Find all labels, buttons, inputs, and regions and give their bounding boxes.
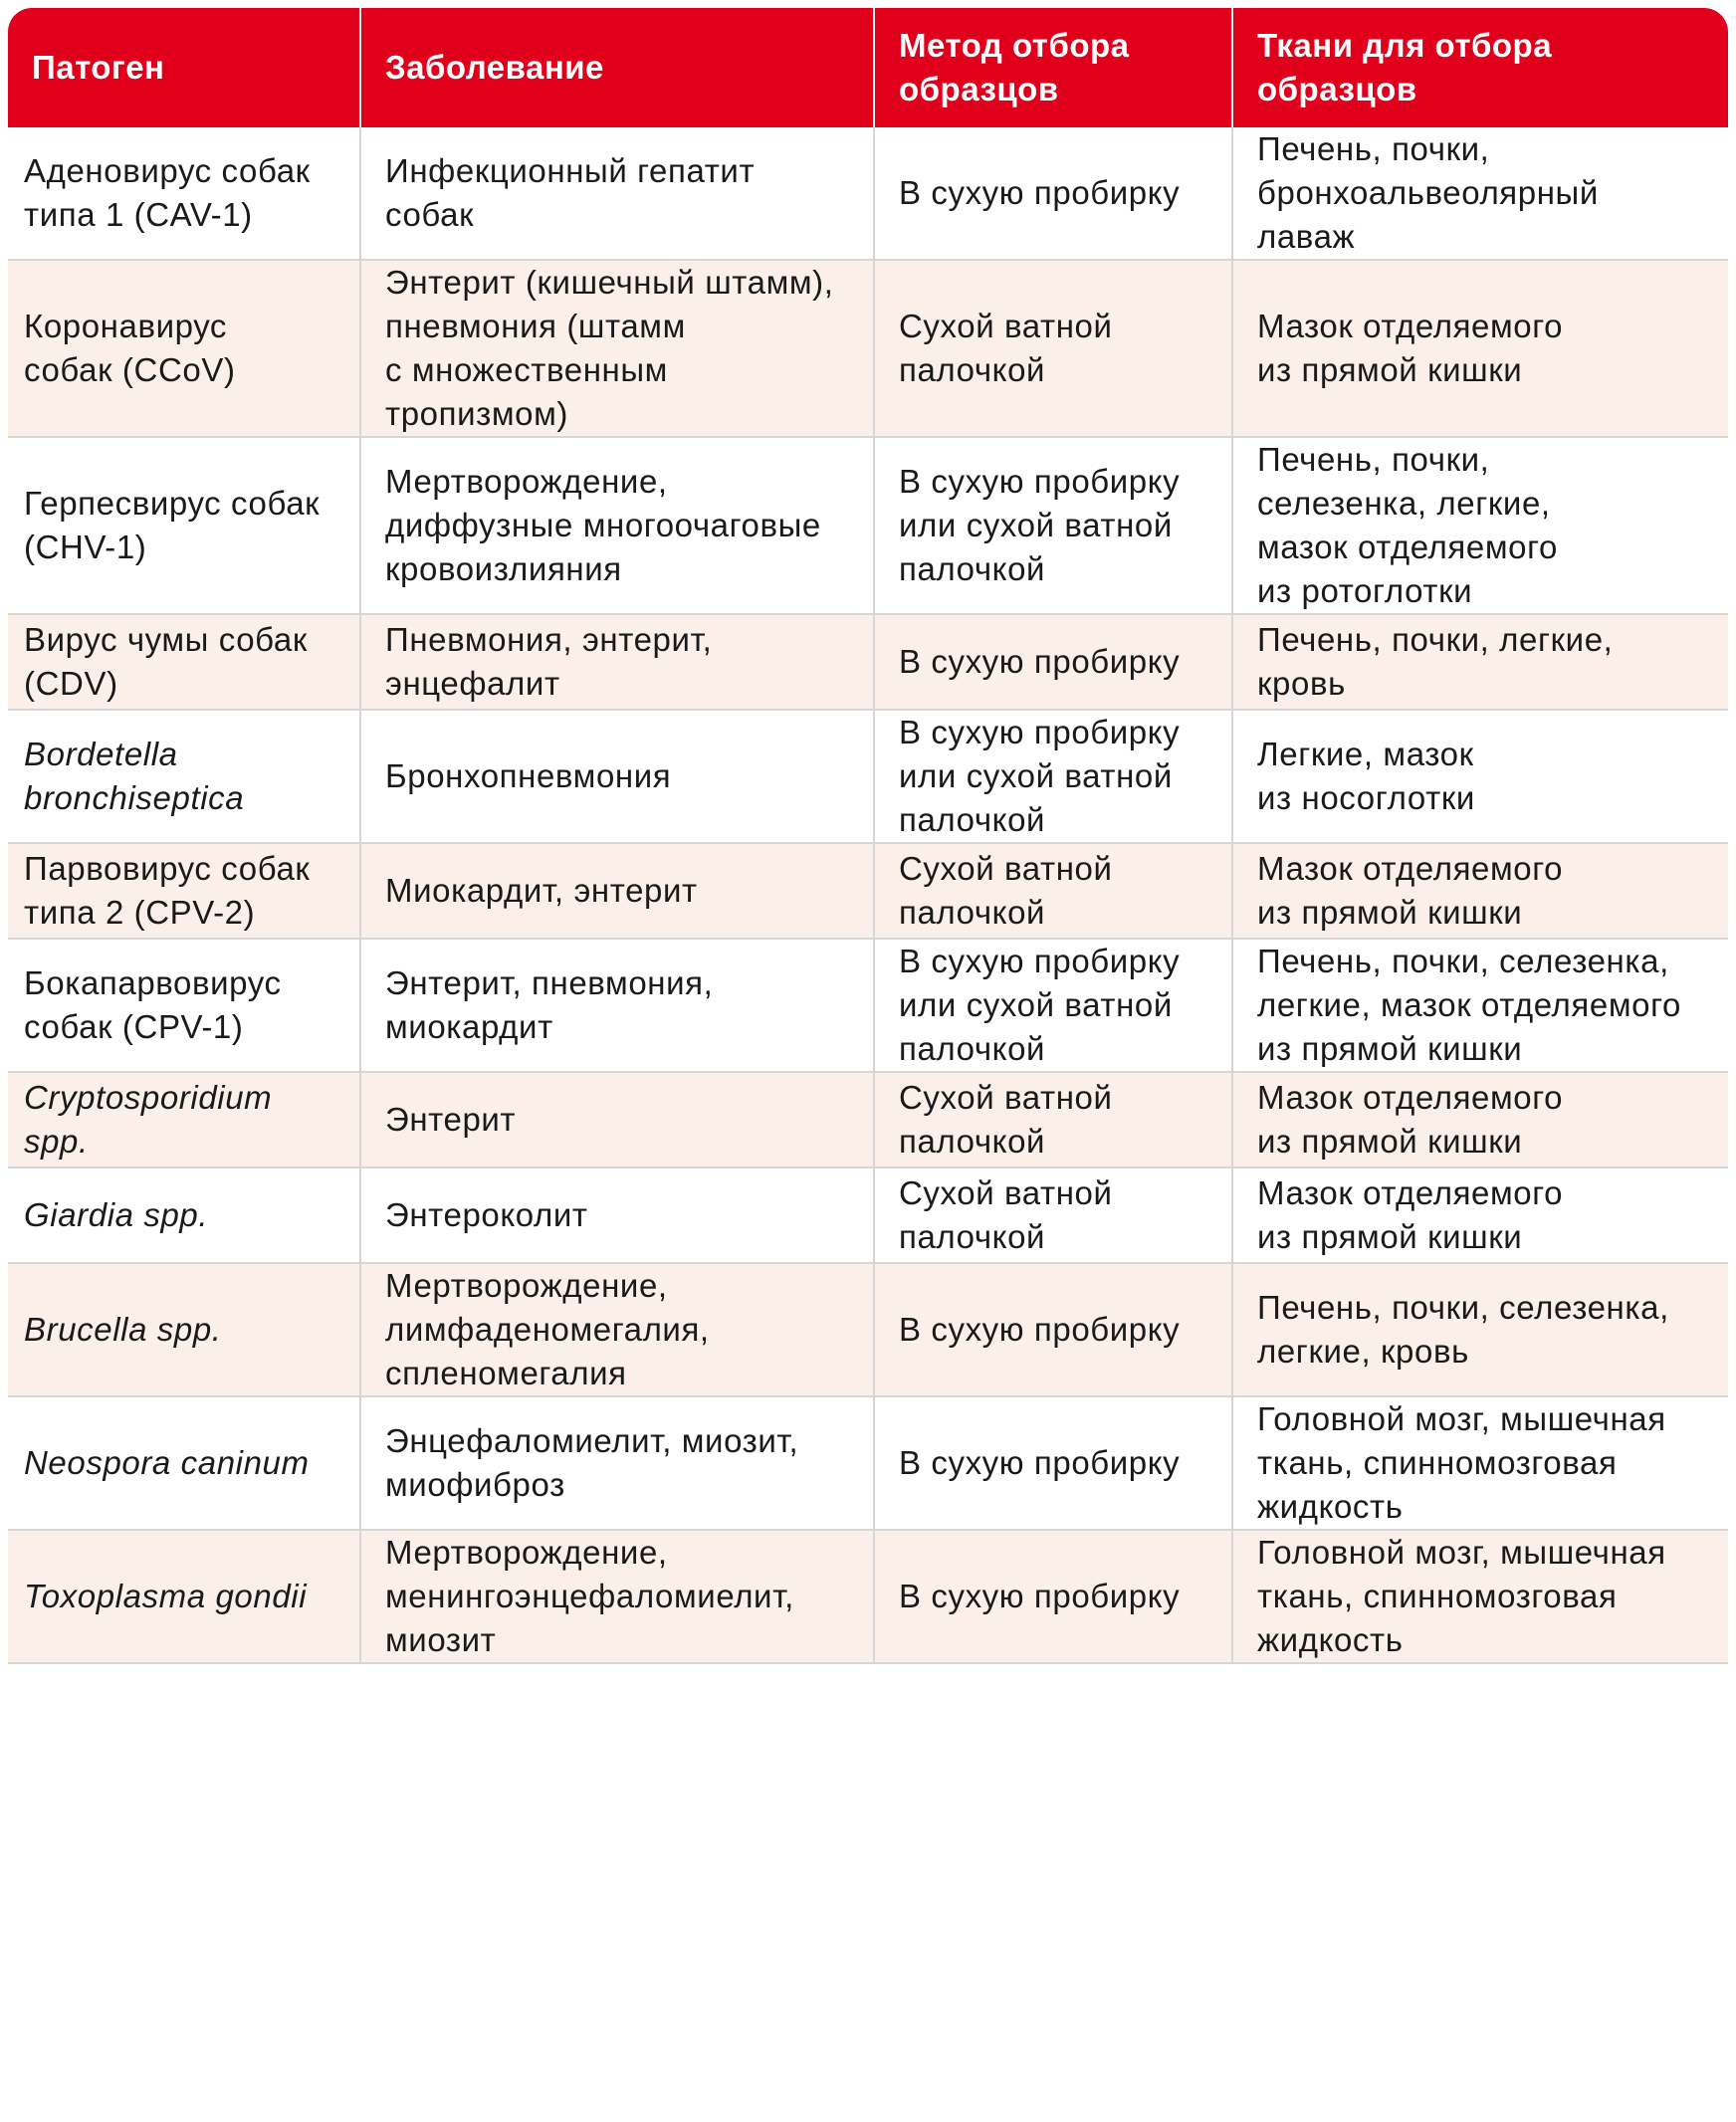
cell-disease-text: Мертворождение, диффузные многоочаговые кровоизлияния [385,463,821,587]
cell-sampling-method [874,127,1232,260]
cell-pathogen [8,1530,360,1663]
cell-pathogen-text: Giardia spp. [24,1196,209,1233]
cell-disease-text: Бронхопневмония [385,757,672,794]
cell-disease-text: Энтерит (кишечный штамм), пневмония (штамм с множественным тропизмом) [385,264,834,432]
cell-sample-tissues [1232,437,1728,614]
table-row [8,437,1728,614]
cell-sampling-method [874,843,1232,939]
table-header-row [8,8,1728,127]
cell-sampling-method-text: Сухой ватной палочкой [899,850,1113,931]
table-row [8,614,1728,710]
cell-sample-tissues [1232,1072,1728,1167]
cell-sample-tissues [1232,260,1728,437]
cell-pathogen-text: Бокапарвовирус собак (CPV-1) [24,964,282,1045]
table-row [8,1396,1728,1530]
cell-sample-tissues-text: Легкие, мазок из носоглотки [1257,736,1475,816]
cell-sample-tissues-text: Головной мозг, мышечная ткань, спинномозговая жидкость [1257,1534,1666,1658]
cell-sample-tissues [1232,1167,1728,1263]
cell-sample-tissues-text: Головной мозг, мышечная ткань, спинномозговая жидкость [1257,1400,1666,1525]
cell-pathogen [8,1167,360,1263]
cell-sampling-method [874,939,1232,1072]
cell-pathogen-text: Коронавирус собак (CCoV) [24,308,236,388]
cell-sampling-method-text: В сухую пробирку [899,174,1181,211]
cell-sampling-method-text: В сухую пробирку или сухой ватной палочкой [899,943,1181,1067]
cell-pathogen [8,843,360,939]
cell-disease-text: Энтероколит [385,1196,588,1233]
cell-disease [360,1167,874,1263]
cell-pathogen-text: Toxoplasma gondii [24,1578,308,1614]
header-disease: Заболевание [360,8,874,127]
cell-pathogen [8,710,360,843]
cell-sampling-method [874,1167,1232,1263]
cell-sample-tissues-text: Печень, почки, легкие, кровь [1257,621,1614,702]
cell-disease-text: Мертворождение, лимфаденомегалия, спленомегалия [385,1267,710,1391]
table-body [8,127,1728,1663]
cell-sampling-method [874,260,1232,437]
cell-pathogen-text: Bordetella bronchiseptica [24,736,245,816]
cell-sampling-method [874,1396,1232,1530]
cell-pathogen [8,1396,360,1530]
cell-sample-tissues-text: Мазок отделяемого из прямой кишки [1257,308,1564,388]
cell-sampling-method-text: В сухую пробирку [899,1311,1181,1348]
header-pathogen: Патоген [8,8,360,127]
table-row [8,710,1728,843]
cell-sample-tissues-text: Печень, почки, селезенка, легкие, мазок отделяемого из прямой кишки [1257,943,1681,1067]
cell-sampling-method [874,1263,1232,1396]
cell-disease-text: Инфекционный гепатит собак [385,152,756,233]
cell-sampling-method-text: Сухой ватной палочкой [899,308,1113,388]
cell-sample-tissues-text: Печень, почки, селезенка, легкие, кровь [1257,1289,1669,1370]
cell-disease [360,260,874,437]
cell-pathogen [8,1263,360,1396]
cell-disease [360,437,874,614]
cell-disease [360,843,874,939]
cell-disease [360,939,874,1072]
cell-pathogen [8,614,360,710]
cell-disease [360,614,874,710]
table-row [8,1167,1728,1263]
cell-pathogen-text: Brucella spp. [24,1311,222,1348]
cell-disease [360,1396,874,1530]
table-row [8,939,1728,1072]
pathogen-table-container [8,8,1728,2122]
cell-disease-text: Энтерит [385,1101,517,1138]
cell-sample-tissues [1232,1263,1728,1396]
cell-pathogen [8,260,360,437]
cell-disease [360,710,874,843]
cell-pathogen-text: Cryptosporidium spp. [24,1079,273,1160]
cell-sample-tissues [1232,614,1728,710]
cell-sample-tissues-text: Печень, почки, бронхоальвеолярный лаваж [1257,130,1599,255]
table-row [8,127,1728,260]
cell-sampling-method [874,1072,1232,1167]
cell-sampling-method [874,710,1232,843]
cell-disease [360,1530,874,1663]
cell-sample-tissues [1232,939,1728,1072]
pathogen-table [8,8,1728,1664]
cell-sampling-method-text: В сухую пробирку или сухой ватной палочкой [899,463,1181,587]
header-sampling-method: Метод отбора образцов [874,8,1232,127]
cell-sampling-method-text: В сухую пробирку [899,1444,1181,1481]
cell-sample-tissues [1232,1396,1728,1530]
cell-sample-tissues [1232,710,1728,843]
cell-sample-tissues [1232,127,1728,260]
cell-disease [360,1072,874,1167]
cell-sampling-method [874,437,1232,614]
cell-pathogen-text: Вирус чумы собак (CDV) [24,621,308,702]
cell-sample-tissues-text: Мазок отделяемого из прямой кишки [1257,1079,1564,1160]
header-sample-tissues: Ткани для отбора образцов [1257,27,1553,107]
cell-sampling-method [874,1530,1232,1663]
cell-disease-text: Мертворождение, менингоэнцефаломиелит, миозит [385,1534,794,1658]
cell-pathogen-text: Герпесвирус собак (CHV-1) [24,485,321,565]
cell-pathogen [8,939,360,1072]
cell-disease-text: Миокардит, энтерит [385,872,698,909]
cell-disease [360,1263,874,1396]
cell-pathogen [8,437,360,614]
cell-pathogen-text: Аденовирус собак типа 1 (CAV-1) [24,152,311,233]
cell-pathogen [8,127,360,260]
table-row [8,1072,1728,1167]
table-row [8,843,1728,939]
cell-sample-tissues-text: Печень, почки, селезенка, легкие, мазок отделяемого из ротоглотки [1257,441,1558,609]
cell-sampling-method-text: Сухой ватной палочкой [899,1174,1113,1255]
cell-disease-text: Пневмония, энтерит, энцефалит [385,621,713,702]
cell-sampling-method-text: В сухую пробирку или сухой ватной палочкой [899,714,1181,838]
cell-pathogen-text: Парвовирус собак типа 2 (CPV-2) [24,850,311,931]
cell-sample-tissues-text: Мазок отделяемого из прямой кишки [1257,1174,1564,1255]
cell-disease-text: Энцефаломиелит, миозит, миофиброз [385,1422,799,1503]
cell-sample-tissues-text: Мазок отделяемого из прямой кишки [1257,850,1564,931]
cell-sample-tissues [1232,843,1728,939]
table-row [8,1263,1728,1396]
table-row [8,1530,1728,1663]
cell-disease-text: Энтерит, пневмония, миокардит [385,964,714,1045]
table-row [8,260,1728,437]
cell-pathogen-text: Neospora caninum [24,1444,310,1481]
cell-disease [360,127,874,260]
cell-sampling-method-text: В сухую пробирку [899,1578,1181,1614]
cell-sampling-method-text: Сухой ватной палочкой [899,1079,1113,1160]
cell-sample-tissues [1232,1530,1728,1663]
cell-sampling-method [874,614,1232,710]
cell-pathogen [8,1072,360,1167]
cell-sampling-method-text: В сухую пробирку [899,643,1181,680]
